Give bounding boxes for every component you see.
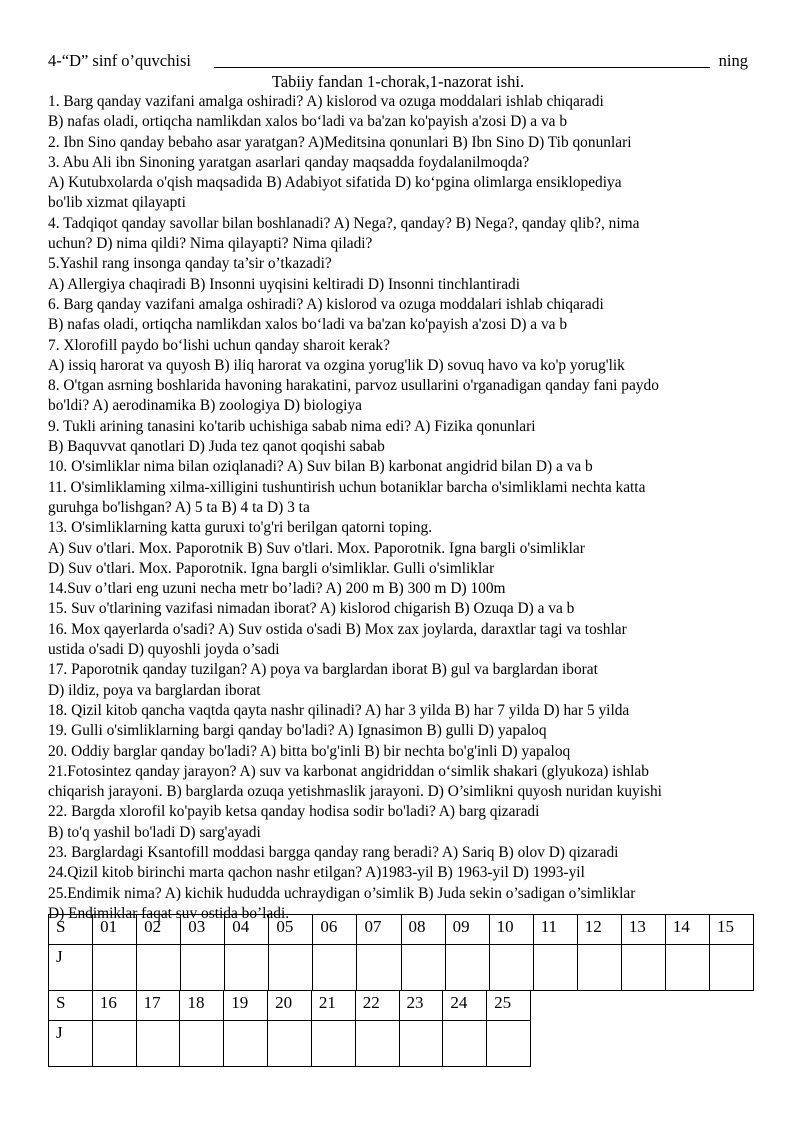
question-number-cell: 05: [269, 915, 313, 945]
question-text-line: 1. Barg qanday vazifani amalga oshiradi? A) kislorod va ozuga moddalari ishlab chiqaradi: [48, 93, 604, 110]
question-text-line: A) Suv o'tlari. Mox. Paporotnik B) Suv o'tlari. Mox. Paporotnik. Igna bargli o'simliklar: [48, 539, 585, 557]
answer-row: [49, 1021, 531, 1067]
question-text-line: D) Suv o'tlari. Mox. Paporotnik. Igna bargli o'simliklar. Gulli o'simliklar: [48, 559, 495, 577]
question-text-line: A) issiq harorat va quyosh B) iliq harorat va ozgina yorug'lik D) sovuq havo va ko'p yorug'lik: [48, 356, 625, 374]
answer-cell[interactable]: [136, 1021, 180, 1067]
question-number-cell: 11: [533, 915, 577, 945]
answer-cell[interactable]: [445, 945, 489, 991]
question-text-line: guruhga bo'lishgan? A) 5 ta B) 4 ta D) 3 ta: [48, 498, 310, 516]
question-number-cell: 17: [136, 991, 180, 1021]
question-number-cell: 09: [445, 915, 489, 945]
question-text-line: B) nafas oladi, ortiqcha namlikdan xalos bo‘ladi va ba'zan ko'payish a'zosi D) a va b: [48, 316, 568, 334]
answer-cell[interactable]: [487, 1021, 531, 1067]
answer-cell[interactable]: [399, 1021, 443, 1067]
question-number-cell: 25: [487, 991, 531, 1021]
answer-table-1: [48, 914, 754, 991]
question-number-cell: 08: [401, 915, 445, 945]
answer-cell[interactable]: [355, 1021, 399, 1067]
question-text-line: B) nafas oladi, ortiqcha namlikdan xalos bo‘ladi va ba'zan ko'payish a'zosi D) a va b: [48, 113, 568, 131]
question-text-line: uchun? D) nima qildi? Nima qilayapti? Nima qiladi?: [48, 235, 373, 253]
question-text-line: 6. Barg qanday vazifani amalga oshiradi? A) kislorod va ozuga moddalari ishlab chiqaradi: [48, 295, 604, 313]
question-number-cell: 01: [93, 915, 137, 945]
answer-cell[interactable]: [621, 945, 665, 991]
answer-cell[interactable]: [93, 945, 137, 991]
answer-row: [49, 945, 754, 991]
question-text-line: 24.Qizil kitob birinchi marta qachon nashr etilgan? A)1983-yil B) 1963-yil D) 1993-yil: [48, 864, 585, 882]
question-text-line: A) Allergiya chaqiradi B) Insonni uyqisini keltiradi D) Insonni tinchlantiradi: [48, 275, 521, 293]
answer-table-2: [48, 990, 531, 1067]
question-number-cell: 20: [268, 991, 312, 1021]
question-text-line: 18. Qizil kitob qancha vaqtda qayta nashr qilinadi? A) har 3 yilda B) har 7 yilda D) har 5 yilda: [48, 701, 630, 719]
question-text-line: 25.Endimik nima? A) kichik hududda uchraydigan o’simlik B) Juda sekin o’sadigan o’simliklar: [48, 884, 636, 902]
answer-cell[interactable]: [577, 945, 621, 991]
question-text-line: 4. Tadqiqot qanday savollar bilan boshlanadi? A) Nega?, qanday? B) Nega?, qanday qlib?, nima: [48, 214, 640, 232]
answer-cell[interactable]: [92, 1021, 136, 1067]
question-number-cell: 19: [224, 991, 268, 1021]
answer-cell[interactable]: [665, 945, 709, 991]
page-title: Tabiiy fandan 1-chorak,1-nazorat ishi.: [271, 72, 525, 91]
question-text-line: B) to'q yashil bo'ladi D) sarg'ayadi: [48, 823, 261, 841]
question-number-cell: 16: [92, 991, 136, 1021]
question-text-line: 9. Tukli arining tanasini ko'tarib uchishiga sabab nima edi? A) Fizika qonunlari: [48, 417, 536, 435]
question-number-cell: 13: [621, 915, 665, 945]
savol-label-cell: S: [49, 991, 93, 1021]
question-number-row: [49, 991, 531, 1021]
question-text-line: B) Baquvvat qanotlari D) Juda tez qanot qoqishi sabab: [48, 438, 385, 456]
question-number-cell: 07: [357, 915, 401, 945]
answer-cell[interactable]: [224, 1021, 268, 1067]
question-number-cell: 15: [709, 915, 753, 945]
answer-cell[interactable]: [489, 945, 533, 991]
answer-cell[interactable]: [268, 1021, 312, 1067]
question-text-line: 17. Paporotnik qanday tuzilgan? A) poya va barglardan iborat B) gul va barglardan iborat: [48, 661, 598, 679]
question-text-line: 20. Oddiy barglar qanday bo'ladi? A) bitta bo'g'inli B) bir nechta bo'g'inli D) yapaloq: [48, 742, 571, 760]
answer-cell[interactable]: [311, 1021, 355, 1067]
questions-list: [48, 92, 753, 924]
question-number-row: [49, 915, 754, 945]
name-blank-line: [214, 67, 710, 68]
answer-cell[interactable]: [180, 1021, 224, 1067]
answer-cell[interactable]: [181, 945, 225, 991]
question-text-line: 5.Yashil rang insonga qanday ta’sir o’tkazadi?: [48, 255, 332, 273]
question-text-line: 16. Mox qayerlarda o'sadi? A) Suv ostida o'sadi B) Mox zax joylarda, daraxtlar tagi va toshlar: [48, 620, 627, 638]
answer-cell[interactable]: [269, 945, 313, 991]
question-text-line: 15. Suv o'tlarining vazifasi nimadan iborat? A) kislorod chigarish B) Ozuqa D) a va b: [48, 600, 575, 618]
answer-cell[interactable]: [225, 945, 269, 991]
question-text-line: 19. Gulli o'simliklarning bargi qanday bo'ladi? A) Ignasimon B) gulli D) yapaloq: [48, 722, 547, 740]
question-text-line: 2. Ibn Sino qanday bebaho asar yaratgan? A)Meditsina qonunlari B) Ibn Sino D) Tib qonunlari: [48, 133, 632, 151]
question-text-line: A) Kutubxolarda o'qish maqsadida B) Adabiyot sifatida D) ko‘pgina olimlarga ensiklopediya: [48, 174, 622, 192]
question-text-line: 7. Xlorofill paydo bo‘lishi uchun qanday sharoit kerak?: [48, 336, 390, 354]
question-number-cell: 03: [181, 915, 225, 945]
question-number-cell: 23: [399, 991, 443, 1021]
question-text-line: 22. Bargda xlorofil ko'payib ketsa qanday hodisa sodir bo'ladi? A) barg qizaradi: [48, 803, 540, 821]
question-text-line: 14.Suv o’tlari eng uzuni necha metr bo’ladi? A) 200 m B) 300 m D) 100m: [48, 580, 506, 598]
answer-cell[interactable]: [313, 945, 357, 991]
answer-cell[interactable]: [357, 945, 401, 991]
ning-label: ning: [718, 51, 748, 70]
question-number-cell: 14: [665, 915, 709, 945]
class-label: 4-“D” sinf o’quvchisi: [48, 51, 191, 70]
student-name-line: [48, 50, 748, 72]
answer-cell[interactable]: [533, 945, 577, 991]
savol-label-cell: S: [49, 915, 93, 945]
question-number-cell: 04: [225, 915, 269, 945]
question-text-line: bo'ldi? A) aerodinamika B) zoologiya D) biologiya: [48, 397, 362, 415]
question-number-cell: 18: [180, 991, 224, 1021]
question-number-cell: 06: [313, 915, 357, 945]
question-text-line: bo'lib xizmat qilayapti: [48, 194, 186, 212]
question-number-cell: 21: [311, 991, 355, 1021]
question-text-line: 13. O'simliklarning katta guruxi to'g'ri berilgan qatorni toping.: [48, 519, 433, 537]
answer-cell[interactable]: [443, 1021, 487, 1067]
answer-cell[interactable]: [137, 945, 181, 991]
javob-label-cell: J: [49, 1021, 93, 1067]
question-text-line: 10. O'simliklar nima bilan oziqlanadi? A) Suv bilan B) karbonat angidrid bilan D) a va b: [48, 458, 593, 476]
question-number-cell: 02: [137, 915, 181, 945]
answer-cell[interactable]: [401, 945, 445, 991]
question-text-line: 3. Abu Ali ibn Sinoning yaratgan asarlari qanday maqsadda foydalanilmoqda?: [48, 153, 530, 171]
question-text-line: D) Endimiklar faqat suv ostida bo’ladi.: [48, 904, 290, 922]
question-text-line: ustida o'sadi D) quyoshli joyda o’sadi: [48, 641, 280, 659]
question-text-line: 21.Fotosintez qanday jarayon? A) suv va karbonat angidriddan o‘simlik shakari (glyukoza) ishlab: [48, 762, 649, 780]
question-text-line: chiqarish jarayoni. B) barglarda ozuqa yetishmaslik jarayoni. D) O’simlikni quyosh nuridan kuyishi: [48, 783, 662, 801]
question-number-cell: 24: [443, 991, 487, 1021]
question-text-line: 23. Barglardagi Ksantofill moddasi bargga qanday rang beradi? A) Sariq B) olov D) qizaradi: [48, 843, 619, 861]
question-number-cell: 12: [577, 915, 621, 945]
answer-cell[interactable]: [709, 945, 753, 991]
question-text-line: 11. O'simliklaming xilma-xilligini tushuntirish uchun botaniklar barcha o'simliklami nechta katta: [48, 478, 646, 496]
question-text-line: D) ildiz, poya va barglardan iborat: [48, 681, 261, 699]
javob-label-cell: J: [49, 945, 93, 991]
question-text-line: 8. O'tgan asrning boshlarida havoning harakatini, parvoz usullarini o'rganadigan qanday fani paydo: [48, 377, 659, 395]
question-number-cell: 22: [355, 991, 399, 1021]
question-number-cell: 10: [489, 915, 533, 945]
